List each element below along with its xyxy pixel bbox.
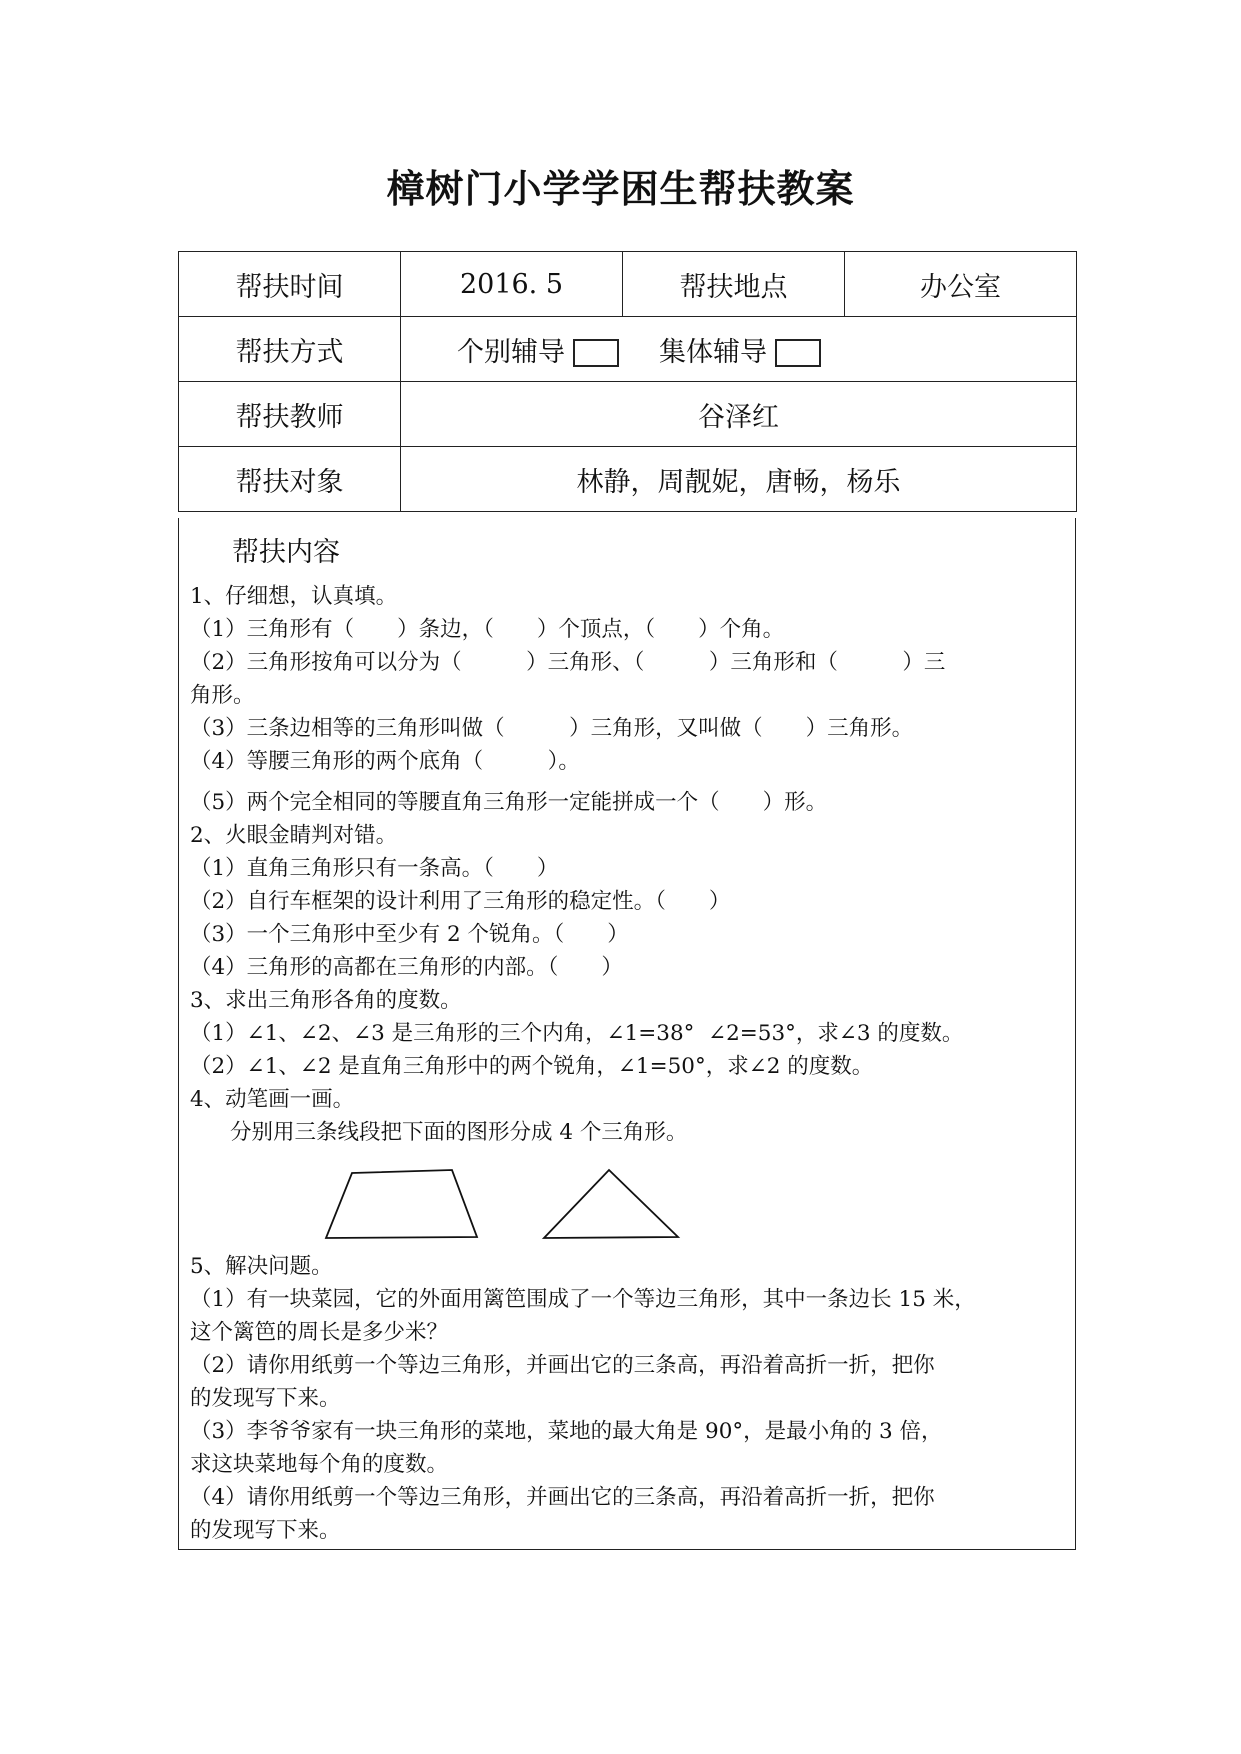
- content-heading: 帮扶内容: [232, 537, 340, 568]
- teacher-row: [179, 382, 1077, 447]
- place-label: 帮扶地点: [623, 252, 845, 317]
- method-label: 帮扶方式: [179, 317, 401, 382]
- group-tutoring-label: 集体辅导: [659, 336, 767, 368]
- group-tutoring-checkbox[interactable]: [775, 339, 821, 367]
- question-2-2: （2）自行车框架的设计利用了三角形的稳定性。（ ）: [190, 889, 731, 914]
- question-1-2-cont: 角形。: [190, 683, 255, 708]
- question-5-4: （4）请你用纸剪一个等边三角形，并画出它的三条高，再沿着高折一折，把你: [190, 1485, 935, 1510]
- question-5-1: （1）有一块菜园，它的外面用篱笆围成了一个等边三角形，其中一条边长 15 米，: [190, 1287, 976, 1312]
- section-2-heading: 2、火眼金睛判对错。: [190, 823, 398, 848]
- section-4-heading: 4、动笔画一画。: [190, 1087, 355, 1112]
- question-3-1: （1）∠1、∠2、∠3 是三角形的三个内角，∠1=38° ∠2=53°，求∠3 的度数。: [190, 1021, 964, 1046]
- question-2-4: （4）三角形的高都在三角形的内部。（ ）: [190, 955, 623, 980]
- time-label: 帮扶时间: [179, 252, 401, 317]
- method-options: [401, 317, 1077, 382]
- question-5-2-cont: 的发现写下来。: [190, 1386, 341, 1411]
- teacher-value: 谷泽红: [401, 382, 1077, 447]
- target-row: [179, 447, 1077, 512]
- target-value: 林静，周靓妮，唐畅，杨乐: [401, 447, 1077, 512]
- target-label: 帮扶对象: [179, 447, 401, 512]
- triangle-figure: [544, 1170, 678, 1238]
- individual-tutoring-checkbox[interactable]: [573, 339, 619, 367]
- question-5-1-cont: 这个篱笆的周长是多少米？: [190, 1320, 449, 1345]
- question-1-4: （4）等腰三角形的两个底角（ ）。: [190, 749, 580, 774]
- question-1-3: （3）三条边相等的三角形叫做（ ）三角形，又叫做（ ）三角形。: [190, 716, 914, 741]
- question-2-1: （1）直角三角形只有一条高。（ ）: [190, 856, 559, 881]
- teacher-label: 帮扶教师: [179, 382, 401, 447]
- section-5-heading: 5、解决问题。: [190, 1254, 333, 1279]
- time-value: 2016. 5: [401, 252, 623, 317]
- trapezoid-figure: [326, 1170, 477, 1238]
- exercise-list-part1: [190, 580, 1070, 1149]
- time-row: [179, 252, 1077, 317]
- individual-tutoring-label: 个别辅导: [457, 336, 565, 368]
- question-5-4-cont: 的发现写下来。: [190, 1518, 341, 1543]
- question-5-3-cont: 求这块菜地每个角的度数。: [190, 1452, 449, 1477]
- section-1-heading: 1、仔细想，认真填。: [190, 584, 398, 609]
- question-1-1: （1）三角形有（ ）条边，（ ）个顶点，（ ）个角。: [190, 617, 785, 642]
- method-row: [179, 317, 1077, 382]
- question-1-2: （2）三角形按角可以分为（ ）三角形、（ ）三角形和（ ）三: [190, 650, 946, 675]
- question-3-2: （2）∠1、∠2 是直角三角形中的两个锐角，∠1=50°，求∠2 的度数。: [190, 1054, 874, 1079]
- place-value: 办公室: [845, 252, 1077, 317]
- info-table: [178, 251, 1077, 512]
- question-5-3: （3）李爷爷家有一块三角形的菜地，菜地的最大角是 90°，是最小角的 3 倍，: [190, 1419, 943, 1444]
- exercise-list-part2: [190, 1250, 1070, 1547]
- geometry-figures: [320, 1160, 700, 1260]
- section-4-instruction: 分别用三条线段把下面的图形分成 4 个三角形。: [230, 1120, 688, 1145]
- question-1-5: （5）两个完全相同的等腰直角三角形一定能拼成一个（ ）形。: [190, 790, 828, 815]
- section-3-heading: 3、求出三角形各角的度数。: [190, 988, 462, 1013]
- question-5-2: （2）请你用纸剪一个等边三角形，并画出它的三条高，再沿着高折一折，把你: [190, 1353, 935, 1378]
- question-2-3: （3）一个三角形中至少有 2 个锐角。（ ）: [190, 922, 629, 947]
- page-title: 樟树门小学学困生帮扶教案: [386, 166, 855, 211]
